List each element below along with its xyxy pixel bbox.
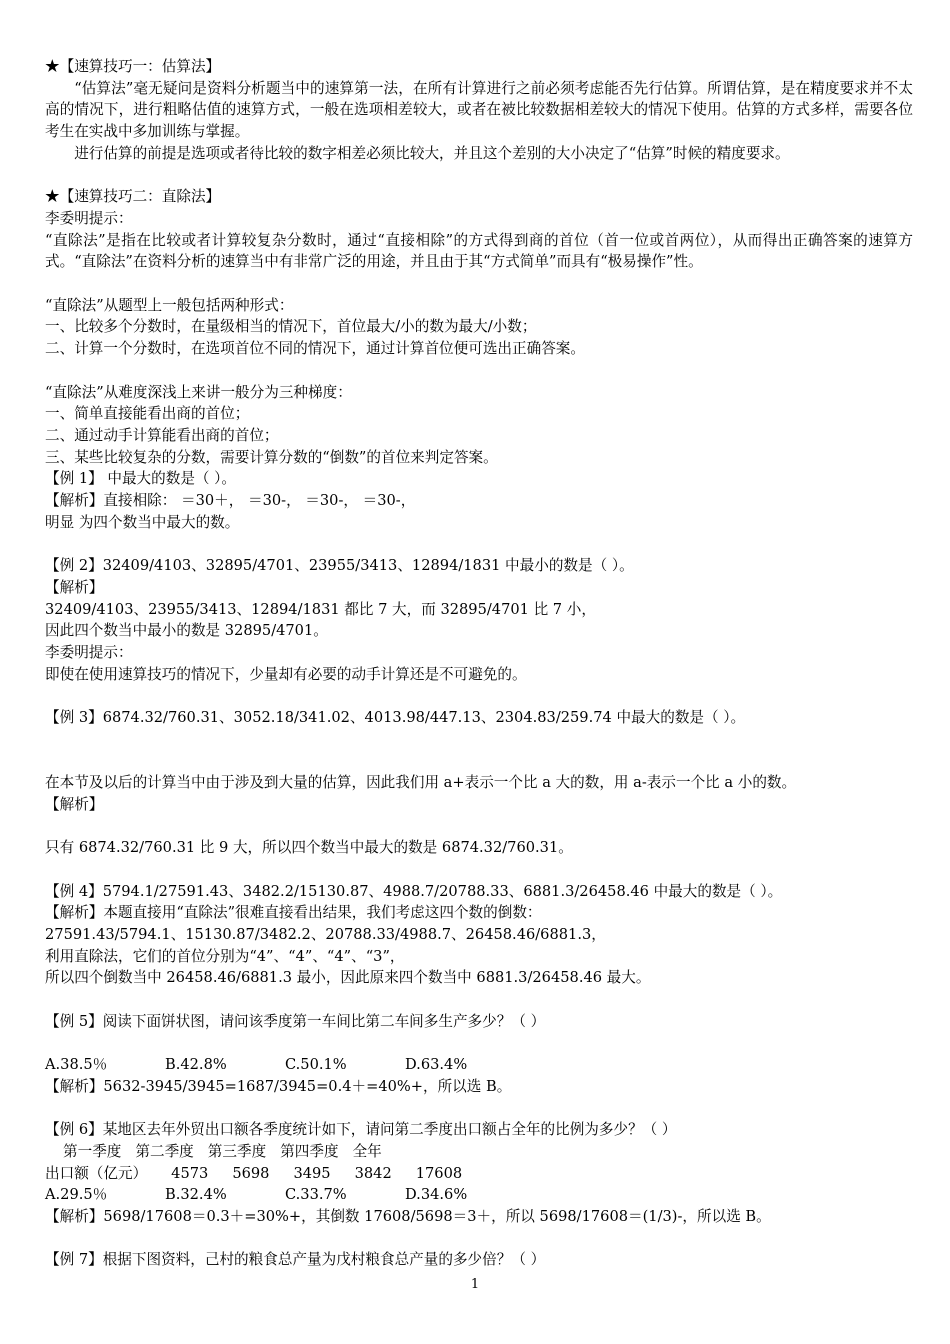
example-7-question: 【例 7】根据下图资料，己村的粮食总产量为戊村粮食总产量的多少倍？（ ） xyxy=(45,1251,546,1269)
example-2-answer: 32409/4103、23955/3413、12894/1831 都比 7 大，而 32895/4701 比 7 小， xyxy=(45,600,596,618)
table-row-label: 出口额（亿元） xyxy=(45,1164,148,1182)
notation-note: 在本节及以后的计算当中由于涉及到大量的估算，因此我们用 a+表示一个比 a 大的数，用 a-表示一个比 a 小的数。 xyxy=(45,774,797,792)
example-1-question: 【例 1】 中最大的数是（ ）。 xyxy=(45,470,237,488)
table-header-cell: 第二季度 xyxy=(135,1142,194,1160)
example-4-answer: 27591.43/5794.1、15130.87/3482.2、20788.33/4988.7、26458.46/6881.3， xyxy=(45,926,606,943)
tip-text: 即使在使用速算技巧的情况下，少量却有必要的动手计算还是不可避免的。 xyxy=(45,665,527,683)
example-1-answer: 明显 为四个数当中最大的数。 xyxy=(45,513,240,531)
example-3-answer: 只有 6874.32/760.31 比 9 大，所以四个数当中最大的数是 6874.32/760.31。 xyxy=(45,839,573,857)
example-3-question: 【例 3】6874.32/760.31、3052.18/341.02、4013.98/447.13、2304.83/259.74 中最大的数是（ ）。 xyxy=(45,709,746,727)
answer-label: 【解析】 xyxy=(45,795,104,813)
option-d: D.63.4% xyxy=(405,1056,468,1074)
paragraph: “直除法”是指在比较或者计算较复杂分数时，通过“直接相除”的方式得到商的首位（首一位或首两位），从而得出正确答案的速算方式。“直除法”在资料分析的速算当中有非常广泛的用途，并且由于其“方式简单”而具有“极易操作”性。 xyxy=(45,231,913,271)
example-4-answer: 利用直除法，它们的首位分别为“4”、“4”、“4”、“3”， xyxy=(45,947,405,965)
example-2-answer: 因此四个数当中最小的数是 32895/4701。 xyxy=(45,622,328,640)
table-header-cell: 第一季度 xyxy=(63,1142,122,1160)
option-b: B.42.8% xyxy=(165,1056,227,1074)
example-5-answer: 【解析】5632-3945/3945=1687/3945=0.4＋=40%+，所以选 B。 xyxy=(45,1077,512,1095)
option-a: A.29.5％ xyxy=(45,1186,108,1204)
text-line: “直除法”从题型上一般包括两种形式： xyxy=(45,296,294,314)
document-page xyxy=(45,56,913,1271)
section-heading-direct-division: ★【速算技巧二：直除法】 xyxy=(45,188,221,206)
list-item: 二、计算一个分数时，在选项首位不同的情况下，通过计算首位便可选出正确答案。 xyxy=(45,340,585,358)
option-c: C.50.1% xyxy=(285,1056,347,1074)
example-6-answer: 【解析】5698/17608＝0.3＋=30%+，其倒数 17608/5698＝3＋，所以 5698/17608＝(1/3)-，所以选 B。 xyxy=(45,1208,771,1226)
table-header-cell: 第四季度 xyxy=(280,1142,339,1160)
table-cell: 3495 xyxy=(293,1164,331,1182)
list-item: 三、某些比较复杂的分数，需要计算分数的“倒数”的首位来判定答案。 xyxy=(45,448,498,466)
text-line: “直除法”从难度深浅上来讲一般分为三种梯度： xyxy=(45,383,352,401)
table-cell: 5698 xyxy=(232,1164,270,1182)
example-4-answer: 【解析】本题直接用“直除法”很难直接看出结果，我们考虑这四个数的倒数： xyxy=(45,904,542,922)
option-d: D.34.6% xyxy=(405,1186,468,1204)
section-heading-estimation: ★【速算技巧一：估算法】 xyxy=(45,58,221,75)
option-b: B.32.4% xyxy=(165,1186,227,1204)
answer-label: 【解析】 xyxy=(45,578,104,596)
list-item: 一、比较多个分数时，在量级相当的情况下，首位最大/小的数为最大/小数； xyxy=(45,318,537,336)
tip-label: 李委明提示： xyxy=(45,209,133,227)
paragraph: “估算法”毫无疑问是资料分析题当中的速算第一法，在所有计算进行之前必须考虑能否先行估算。所谓估算，是在精度要求并不太高的情况下，进行粗略估值的速算方式，一般在选项相差较大，或者在被比较数据相差较大的情况下使用。估算的方式多样，需要各位考生在实战中多加训练与掌握。 xyxy=(45,79,913,141)
table-header-cell: 第三季度 xyxy=(207,1142,267,1160)
option-c: C.33.7% xyxy=(285,1186,347,1204)
table-row xyxy=(45,1163,913,1185)
example-5-question: 【例 5】阅读下面饼状图，请问该季度第一车间比第二车间多生产多少？（ ） xyxy=(45,1012,546,1030)
table-header-row xyxy=(45,1141,913,1163)
example-6-question: 【例 6】某地区去年外贸出口额各季度统计如下，请问第二季度出口额占全年的比例为多少？（ ） xyxy=(45,1121,677,1139)
paragraph: 进行估算的前提是选项或者待比较的数字相差必须比较大，并且这个差别的大小决定了“估算”时候的精度要求。 xyxy=(74,144,790,162)
example-2-question: 【例 2】32409/4103、32895/4701、23955/3413、12894/1831 中最小的数是（ ）。 xyxy=(45,557,634,575)
option-a: A.38.5％ xyxy=(45,1056,108,1074)
page-number: 1 xyxy=(470,1277,480,1292)
list-item: 一、简单直接能看出商的首位； xyxy=(45,405,250,423)
table-cell: 17608 xyxy=(415,1164,463,1182)
example-1-answer: 【解析】直接相除： ＝30＋， ＝30-， ＝30-， ＝30-， xyxy=(45,492,416,510)
example-6-options xyxy=(45,1184,913,1206)
table-cell: 3842 xyxy=(354,1164,392,1182)
table-cell: 4573 xyxy=(171,1164,209,1182)
list-item: 二、通过动手计算能看出商的首位； xyxy=(45,426,279,444)
example-5-options xyxy=(45,1054,913,1076)
example-4-answer: 所以四个倒数当中 26458.46/6881.3 最小，因此原来四个数当中 6881.3/26458.46 最大。 xyxy=(45,969,651,987)
example-4-question: 【例 4】5794.1/27591.43、3482.2/15130.87、4988.7/20788.33、6881.3/26458.46 中最大的数是（ ）。 xyxy=(45,882,783,900)
table-header-cell: 全年 xyxy=(352,1142,382,1160)
tip-label: 李委明提示： xyxy=(45,643,133,661)
